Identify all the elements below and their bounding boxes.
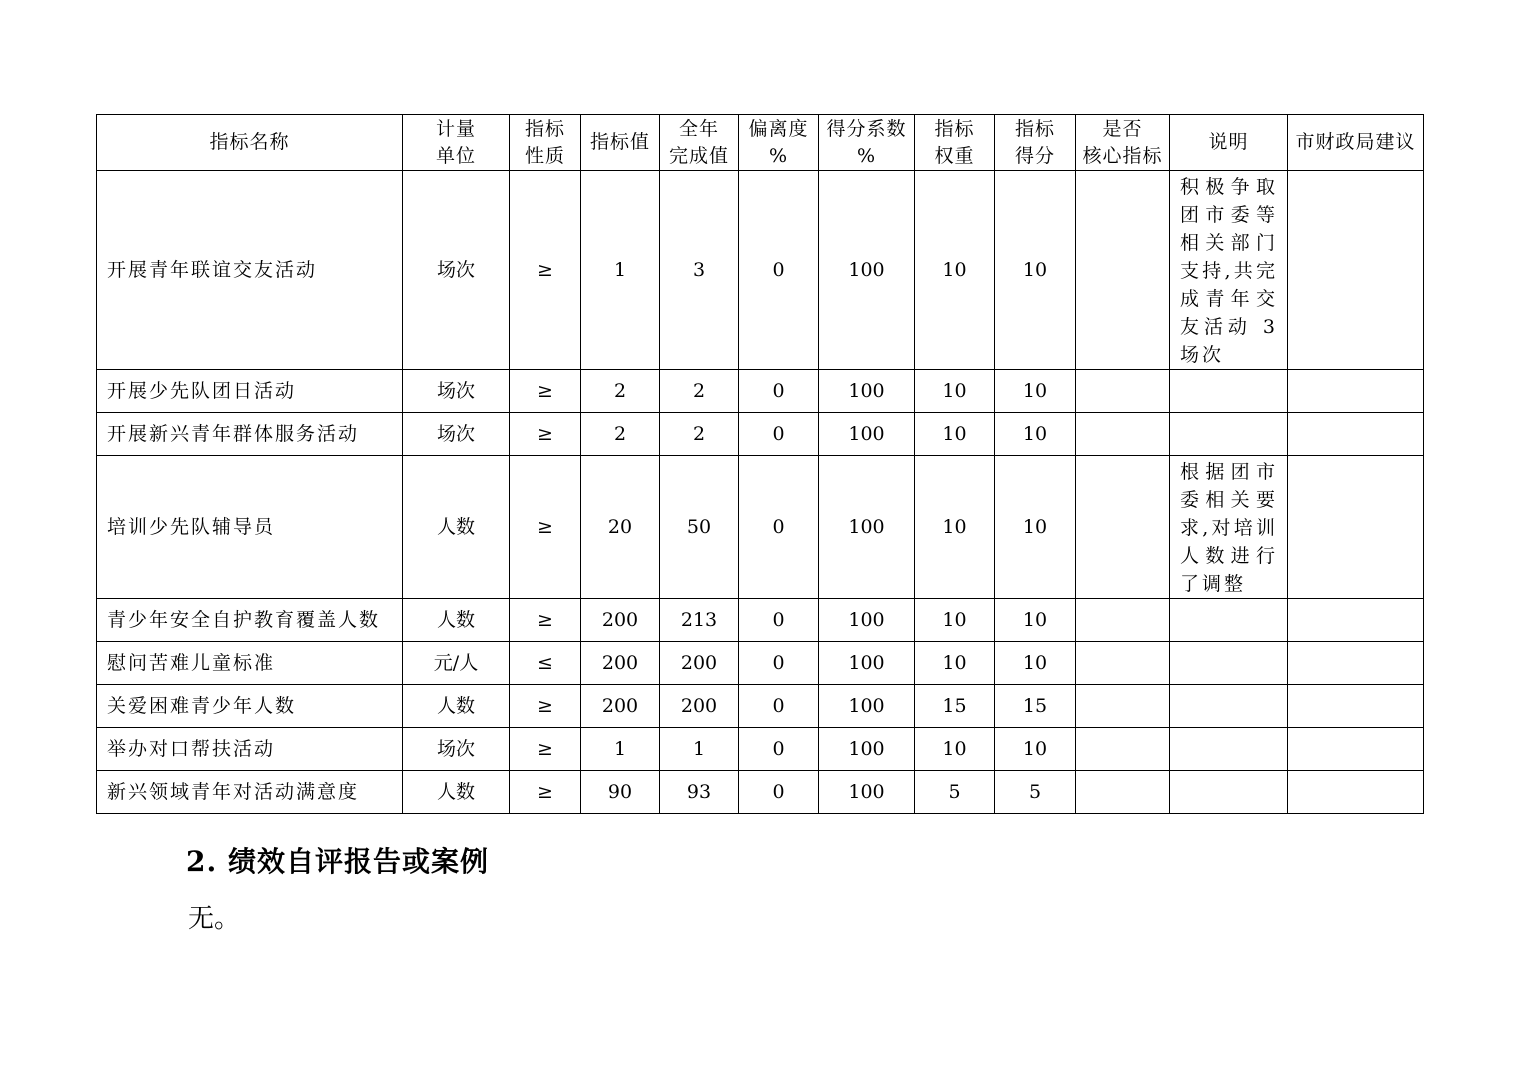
column-header-label: 核心指标: [1082, 144, 1163, 167]
indicator-name-cell: 慰问苦难儿童标准: [97, 642, 403, 685]
weight-cell: 5: [915, 771, 995, 814]
section-body-text: 无。: [188, 904, 241, 934]
column-header: [403, 115, 510, 171]
nature-cell: ≥: [510, 456, 581, 599]
unit-cell: 人数: [403, 456, 510, 599]
weight-cell: 10: [915, 599, 995, 642]
table-row: [97, 642, 1424, 685]
nature-cell: ≤: [510, 642, 581, 685]
table-row: [97, 370, 1424, 413]
nature-cell: ≥: [510, 771, 581, 814]
note-cell: [1170, 685, 1288, 728]
core-indicator-cell: [1076, 171, 1170, 370]
score-coefficient-cell: 100: [819, 685, 915, 728]
score-cell: 15: [995, 685, 1076, 728]
table-row: [97, 599, 1424, 642]
note-cell: [1170, 413, 1288, 456]
finance-suggestion-cell: [1288, 642, 1424, 685]
unit-cell: 人数: [403, 771, 510, 814]
unit-cell: 元/人: [403, 642, 510, 685]
actual-value-cell: 2: [660, 370, 739, 413]
column-header-label: 指标: [524, 117, 565, 140]
column-header: [660, 115, 739, 171]
deviation-cell: 0: [739, 599, 819, 642]
column-header-label: 市财政局建议: [1295, 131, 1416, 153]
column-header-label: 单位: [435, 144, 476, 167]
target-value-cell: 20: [581, 456, 660, 599]
column-header: [1170, 115, 1288, 171]
unit-cell: 场次: [403, 728, 510, 771]
score-cell: 10: [995, 642, 1076, 685]
core-indicator-cell: [1076, 771, 1170, 814]
indicator-name-cell: 开展少先队团日活动: [97, 370, 403, 413]
column-header-label: %: [768, 144, 789, 167]
score-cell: 10: [995, 456, 1076, 599]
table-row: [97, 728, 1424, 771]
score-coefficient-cell: 100: [819, 456, 915, 599]
column-header-label: 计量: [435, 117, 476, 140]
finance-suggestion-cell: [1288, 456, 1424, 599]
score-cell: 10: [995, 413, 1076, 456]
column-header-label: 全年: [678, 117, 719, 140]
core-indicator-cell: [1076, 413, 1170, 456]
deviation-cell: 0: [739, 728, 819, 771]
deviation-cell: 0: [739, 171, 819, 370]
actual-value-cell: 213: [660, 599, 739, 642]
score-cell: 10: [995, 171, 1076, 370]
finance-suggestion-cell: [1288, 685, 1424, 728]
column-header-label: 说明: [1208, 131, 1249, 153]
finance-suggestion-cell: [1288, 728, 1424, 771]
column-header-label: 指标名称: [209, 131, 290, 153]
column-header-label: 性质: [524, 144, 565, 167]
weight-cell: 10: [915, 642, 995, 685]
actual-value-cell: 3: [660, 171, 739, 370]
column-header: [581, 115, 660, 171]
column-header-label: 是否: [1102, 117, 1143, 140]
weight-cell: 10: [915, 370, 995, 413]
column-header: [1076, 115, 1170, 171]
weight-cell: 10: [915, 456, 995, 599]
deviation-cell: 0: [739, 413, 819, 456]
unit-cell: 场次: [403, 370, 510, 413]
section-heading: 2. 绩效自评报告或案例: [186, 845, 489, 878]
table-row: [97, 685, 1424, 728]
actual-value-cell: 2: [660, 413, 739, 456]
deviation-cell: 0: [739, 370, 819, 413]
score-coefficient-cell: 100: [819, 728, 915, 771]
score-coefficient-cell: 100: [819, 642, 915, 685]
target-value-cell: 2: [581, 413, 660, 456]
column-header: [97, 115, 403, 171]
weight-cell: 10: [915, 728, 995, 771]
target-value-cell: 1: [581, 728, 660, 771]
column-header-label: 指标值: [589, 131, 650, 153]
nature-cell: ≥: [510, 599, 581, 642]
table-row: [97, 771, 1424, 814]
actual-value-cell: 1: [660, 728, 739, 771]
column-header: [510, 115, 581, 171]
weight-cell: 15: [915, 685, 995, 728]
table-row: [97, 413, 1424, 456]
deviation-cell: 0: [739, 642, 819, 685]
deviation-cell: 0: [739, 456, 819, 599]
note-cell: [1170, 370, 1288, 413]
column-header-label: 得分: [1014, 144, 1055, 167]
column-header: [915, 115, 995, 171]
column-header-label: 权重: [934, 144, 975, 167]
actual-value-cell: 200: [660, 685, 739, 728]
unit-cell: 场次: [403, 171, 510, 370]
score-cell: 5: [995, 771, 1076, 814]
core-indicator-cell: [1076, 599, 1170, 642]
note-cell: [1170, 728, 1288, 771]
actual-value-cell: 200: [660, 642, 739, 685]
column-header: [995, 115, 1076, 171]
weight-cell: 10: [915, 413, 995, 456]
indicator-name-cell: 青少年安全自护教育覆盖人数: [97, 599, 403, 642]
column-header-label: 指标: [934, 117, 975, 140]
finance-suggestion-cell: [1288, 171, 1424, 370]
performance-indicator-table: [96, 114, 1424, 814]
deviation-cell: 0: [739, 685, 819, 728]
unit-cell: 人数: [403, 685, 510, 728]
column-header: [819, 115, 915, 171]
note-cell: [1170, 599, 1288, 642]
score-cell: 10: [995, 370, 1076, 413]
nature-cell: ≥: [510, 685, 581, 728]
target-value-cell: 1: [581, 171, 660, 370]
table-header-row: [97, 115, 1424, 171]
note-cell: [1170, 771, 1288, 814]
weight-cell: 10: [915, 171, 995, 370]
finance-suggestion-cell: [1288, 413, 1424, 456]
target-value-cell: 2: [581, 370, 660, 413]
finance-suggestion-cell: [1288, 771, 1424, 814]
column-header: [739, 115, 819, 171]
finance-suggestion-cell: [1288, 599, 1424, 642]
core-indicator-cell: [1076, 685, 1170, 728]
column-header-label: 指标: [1014, 117, 1055, 140]
score-coefficient-cell: 100: [819, 370, 915, 413]
deviation-cell: 0: [739, 771, 819, 814]
score-cell: 10: [995, 728, 1076, 771]
score-coefficient-cell: 100: [819, 413, 915, 456]
score-coefficient-cell: 100: [819, 171, 915, 370]
table-row: [97, 171, 1424, 370]
target-value-cell: 90: [581, 771, 660, 814]
note-cell: [1170, 642, 1288, 685]
column-header-label: 完成值: [668, 144, 729, 167]
score-coefficient-cell: 100: [819, 771, 915, 814]
score-coefficient-cell: 100: [819, 599, 915, 642]
target-value-cell: 200: [581, 685, 660, 728]
column-header-label: %: [856, 144, 877, 167]
finance-suggestion-cell: [1288, 370, 1424, 413]
column-header-label: 得分系数: [826, 117, 907, 140]
actual-value-cell: 93: [660, 771, 739, 814]
core-indicator-cell: [1076, 370, 1170, 413]
indicator-name-cell: 举办对口帮扶活动: [97, 728, 403, 771]
nature-cell: ≥: [510, 370, 581, 413]
indicator-name-cell: 新兴领域青年对活动满意度: [97, 771, 403, 814]
indicator-name-cell: 关爱困难青少年人数: [97, 685, 403, 728]
indicator-name-cell: 开展新兴青年群体服务活动: [97, 413, 403, 456]
score-cell: 10: [995, 599, 1076, 642]
target-value-cell: 200: [581, 642, 660, 685]
column-header: [1288, 115, 1424, 171]
target-value-cell: 200: [581, 599, 660, 642]
indicator-name-cell: 开展青年联谊交友活动: [97, 171, 403, 370]
table-row: [97, 456, 1424, 599]
indicator-name-cell: 培训少先队辅导员: [97, 456, 403, 599]
column-header-label: 偏离度: [748, 117, 809, 140]
nature-cell: ≥: [510, 171, 581, 370]
note-cell: 积极争取团市委等相关部门支持,共完成青年交友活动 3 场次: [1170, 171, 1288, 370]
actual-value-cell: 50: [660, 456, 739, 599]
core-indicator-cell: [1076, 728, 1170, 771]
core-indicator-cell: [1076, 456, 1170, 599]
unit-cell: 人数: [403, 599, 510, 642]
core-indicator-cell: [1076, 642, 1170, 685]
nature-cell: ≥: [510, 413, 581, 456]
note-cell: 根据团市委相关要求,对培训人数进行了调整: [1170, 456, 1288, 599]
nature-cell: ≥: [510, 728, 581, 771]
unit-cell: 场次: [403, 413, 510, 456]
